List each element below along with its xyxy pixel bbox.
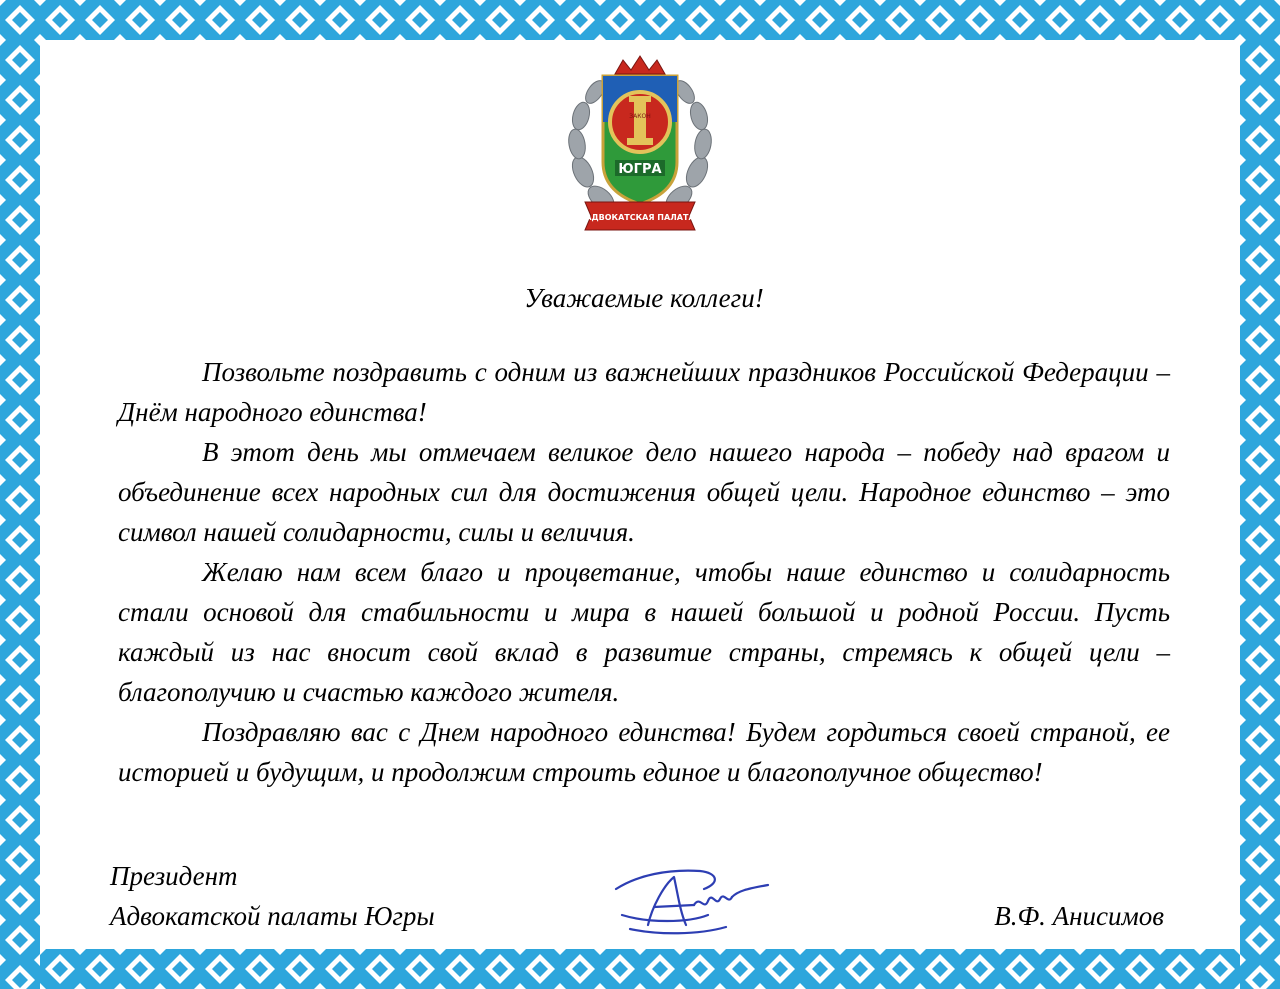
ornament-border-top	[0, 0, 1280, 40]
ornament-border-left	[0, 0, 40, 989]
ornament-border-bottom	[0, 949, 1280, 989]
letter-greeting: Уважаемые коллеги!	[524, 283, 764, 313]
letter-paragraph: Поздравляю вас с Днем народного единства! Будем гордиться своей страной, ее историей и будущим, и продолжим строить единое и благополучное общество!	[118, 717, 1170, 787]
signatory-position	[110, 856, 435, 936]
signatory-title: Президент	[110, 861, 238, 891]
letter-paragraph: В этот день мы отмечаем великое дело нашего народа – победу над врагом и объединение всех народных сил для достижения общей цели. Народное единство – это символ нашей солидарности, силы и величия.	[118, 437, 1170, 547]
bar-association-emblem-icon	[565, 52, 715, 242]
signatory-organization: Адвокатской палаты Югры	[110, 901, 435, 931]
emblem-top-text: ЗАКОН	[629, 113, 651, 120]
letter-paragraph: Позвольте поздравить с одним из важнейших праздников Российской Федерации – Днём народного единства!	[118, 357, 1170, 427]
ornament-border-right	[1240, 0, 1280, 989]
emblem-ribbon-text: АДВОКАТСКАЯ ПАЛАТА	[585, 213, 695, 222]
letter-body	[118, 352, 1170, 792]
letter-paragraph: Желаю нам всем благо и процветание, чтобы наше единство и солидарность стали основой для стабильности и мира в нашей большой и родной России. Пусть каждый из нас вносит свой вклад в развитие страны, стремясь к общей цели – благополучию и счастью каждого жителя.	[118, 557, 1170, 707]
handwritten-signature-icon	[608, 855, 778, 940]
emblem-shield-text: ЮГРА	[618, 162, 662, 177]
signatory-name: В.Ф. Анисимов	[994, 901, 1164, 931]
